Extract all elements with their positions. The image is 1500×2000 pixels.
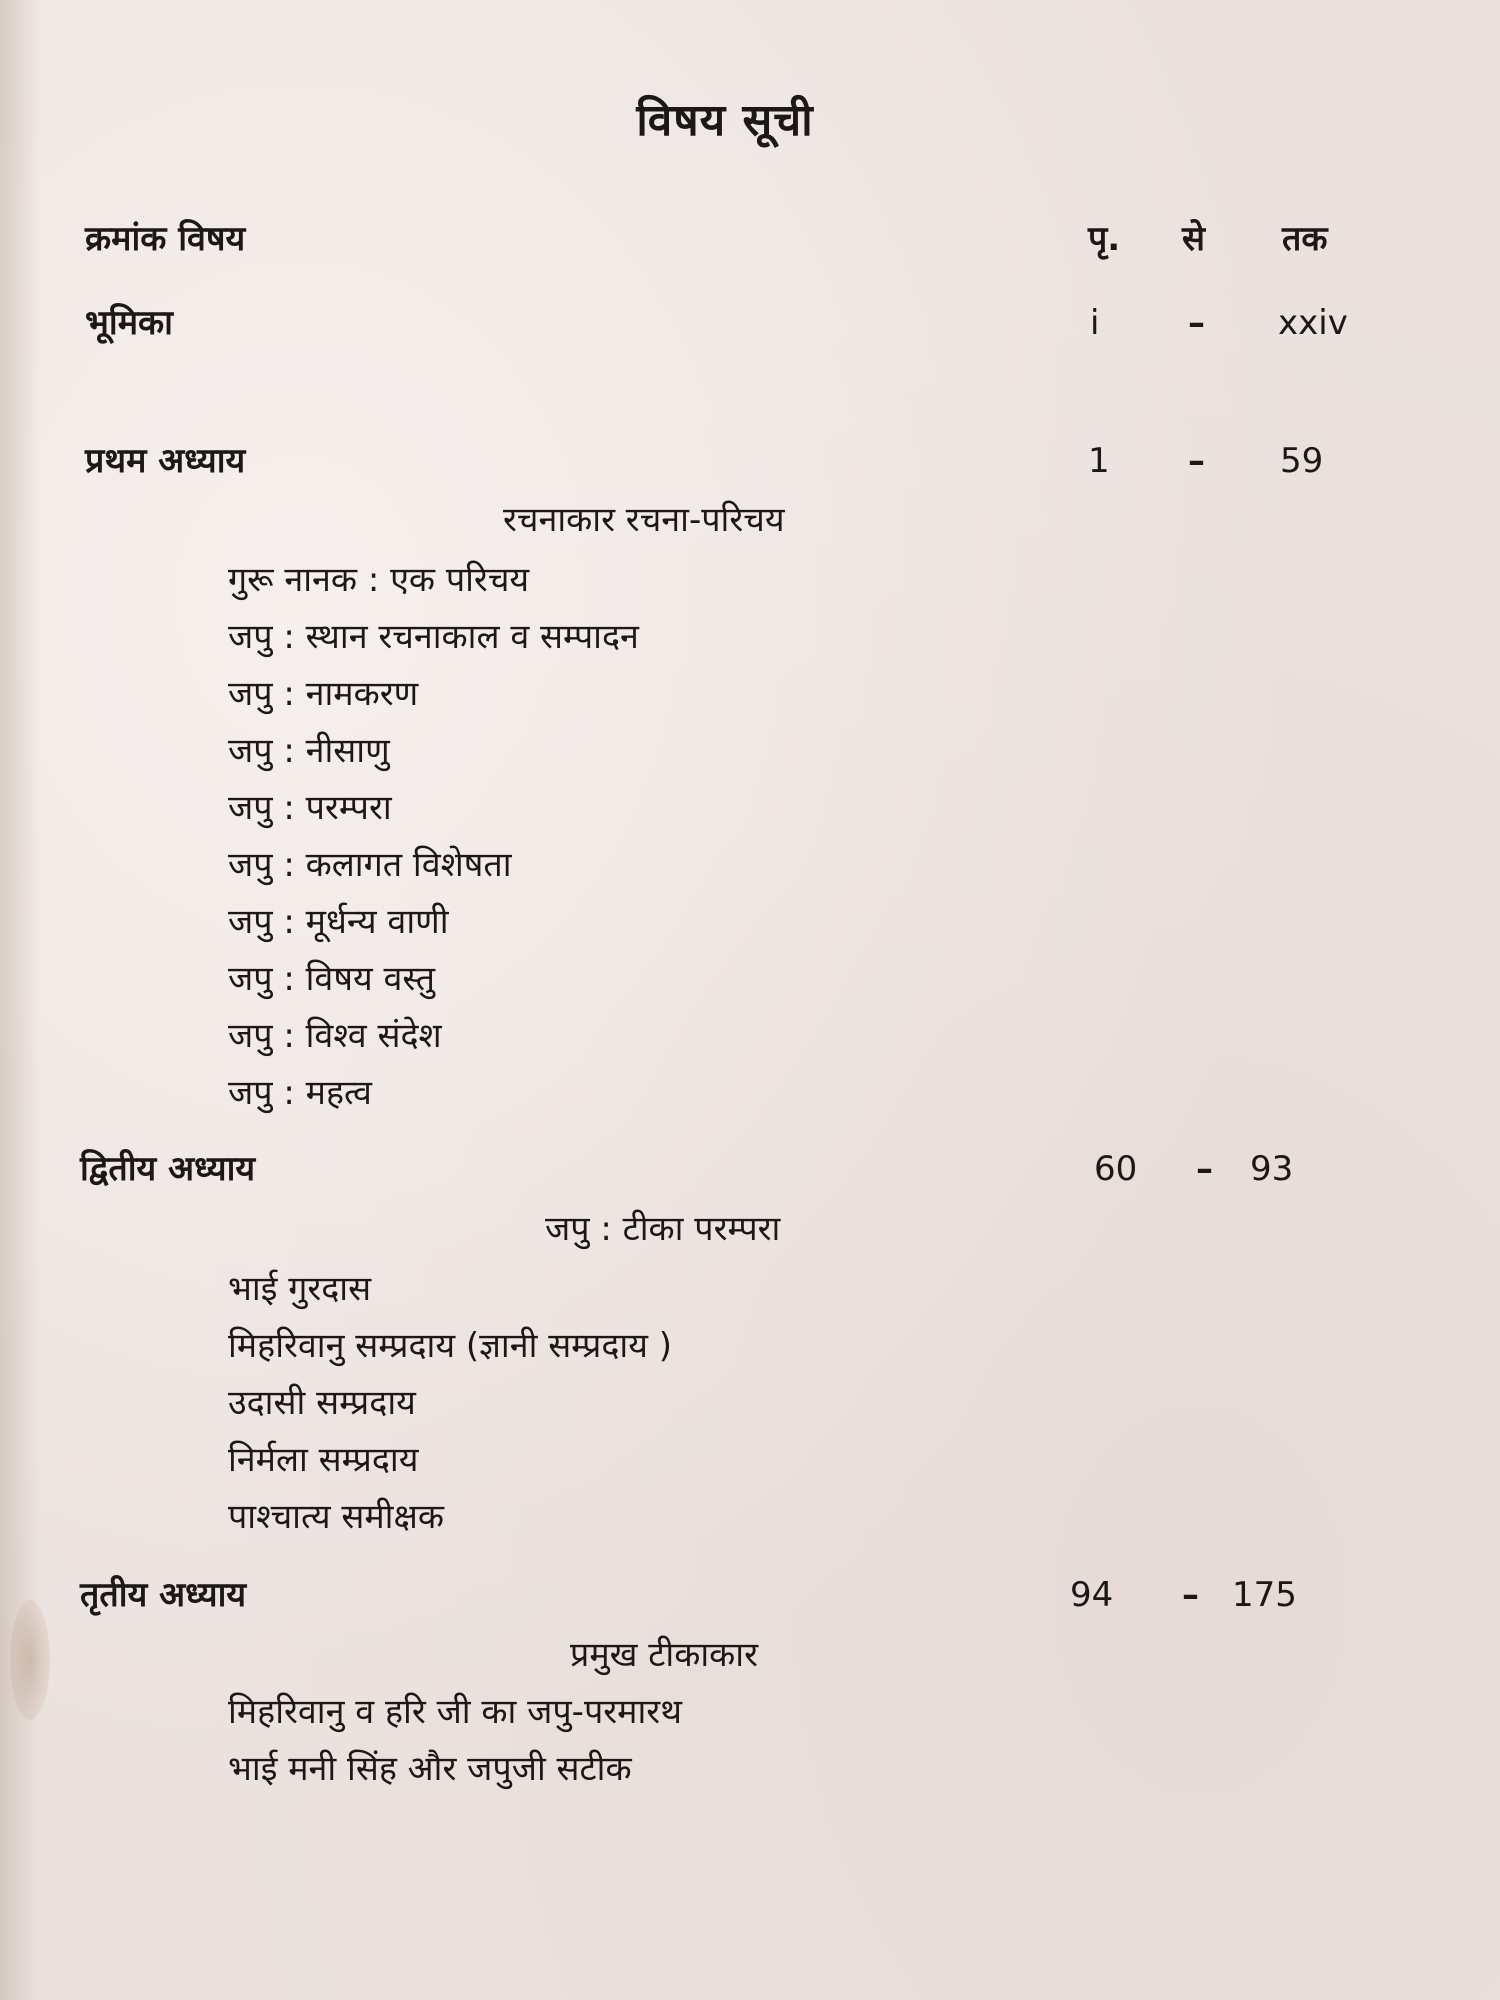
- chapter2-item: उदासी सम्प्रदाय: [228, 1383, 416, 1423]
- chapter1-item: जपु : विश्व संदेश: [228, 1016, 442, 1056]
- chapter1-item: जपु : स्थान रचनाकाल व सम्पादन: [228, 617, 639, 657]
- chapter1-item: जपु : विषय वस्तु: [228, 959, 436, 999]
- chapter1-item: जपु : नामकरण: [228, 674, 419, 714]
- intro-start-page: i: [1090, 303, 1100, 343]
- page-stain: [10, 1600, 50, 1720]
- chapter3-item: भाई मनी सिंह और जपुजी सटीक: [228, 1749, 632, 1789]
- chapter2-subtitle: जपु : टीका परम्परा: [545, 1209, 781, 1249]
- chapter1-item: जपु : परम्परा: [228, 788, 392, 828]
- chapter2-item: भाई गुरदास: [228, 1269, 372, 1309]
- chapter1-end-page: 59: [1280, 441, 1324, 481]
- chapter1-item: जपु : कलागत विशेषता: [228, 845, 512, 885]
- chapter2-start-page: 60: [1094, 1149, 1138, 1189]
- header-to: तक: [1282, 219, 1328, 259]
- chapter1-start-page: 1: [1088, 441, 1110, 481]
- chapter1-subtitle: रचनाकार रचना-परिचय: [503, 500, 785, 540]
- intro-dash: –: [1188, 303, 1205, 343]
- header-from-page: पृ.: [1088, 219, 1121, 259]
- chapter2-item: पाश्चात्य समीक्षक: [228, 1497, 444, 1537]
- chapter2-label: द्वितीय अध्याय: [80, 1149, 256, 1189]
- chapter1-item: जपु : मूर्धन्य वाणी: [228, 902, 449, 942]
- header-serial-subject: क्रमांक विषय: [85, 219, 246, 259]
- chapter3-label: तृतीय अध्याय: [80, 1575, 247, 1615]
- chapter2-item: निर्मला सम्प्रदाय: [228, 1440, 419, 1480]
- chapter1-item: गुरू नानक : एक परिचय: [228, 560, 530, 600]
- intro-label: भूमिका: [85, 303, 173, 343]
- chapter2-item: मिहरिवानु सम्प्रदाय (ज्ञानी सम्प्रदाय ): [228, 1326, 673, 1366]
- chapter3-end-page: 175: [1232, 1575, 1297, 1615]
- chapter3-start-page: 94: [1070, 1575, 1114, 1615]
- chapter2-dash: –: [1196, 1149, 1213, 1189]
- chapter1-dash: –: [1188, 441, 1205, 481]
- header-from: से: [1182, 219, 1205, 259]
- chapter1-item: जपु : नीसाणु: [228, 731, 390, 771]
- chapter1-label: प्रथम अध्याय: [85, 441, 246, 481]
- chapter3-subtitle: प्रमुख टीकाकार: [570, 1635, 758, 1675]
- chapter3-dash: –: [1182, 1575, 1199, 1615]
- chapter2-end-page: 93: [1250, 1149, 1294, 1189]
- chapter1-item: जपु : महत्व: [228, 1073, 372, 1113]
- page-title: विषय सूची: [636, 95, 814, 146]
- chapter3-item: मिहरिवानु व हरि जी का जपु-परमारथ: [228, 1692, 682, 1732]
- intro-end-page: xxiv: [1278, 303, 1348, 343]
